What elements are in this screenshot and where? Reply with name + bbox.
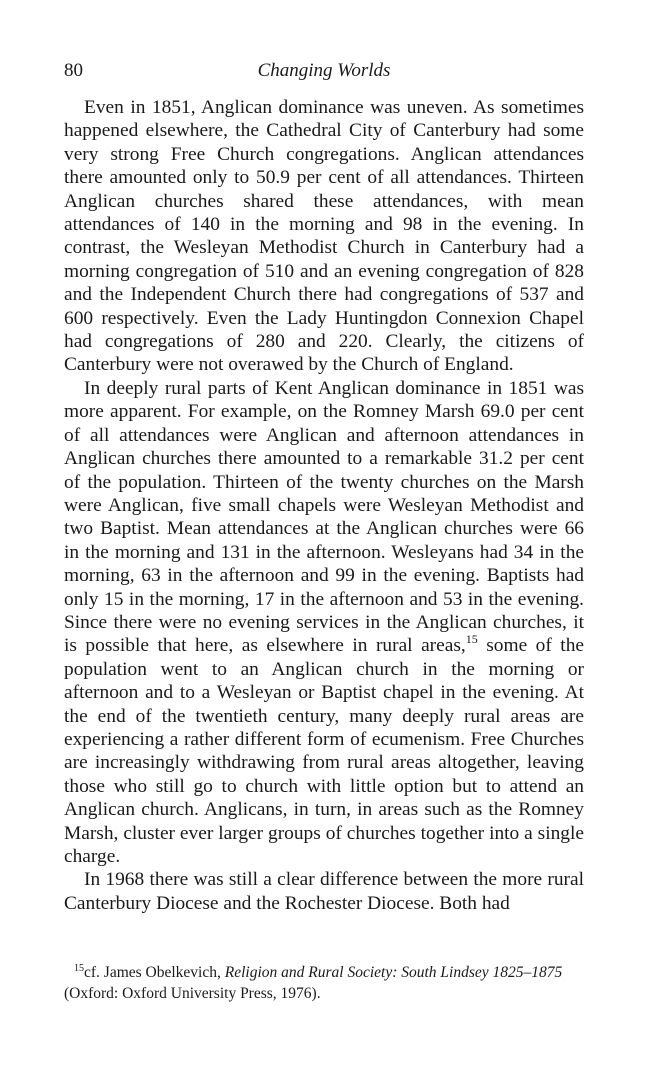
footnotes	[64, 962, 584, 1004]
paragraph-3: In 1968 there was still a clear difference between the more rural Canterbury Diocese and the Rochester Diocese. Both had	[64, 869, 584, 914]
footnote-book-title: Religion and Rural Society: South Lindsey 1825–1875	[224, 964, 563, 981]
paragraph-2-text-after-reference: some of the population went to an Anglican church in the morning or afternoon and to a Wesleyan or Baptist chapel in the evening. At the end of the twentieth century, many deeply rural areas are experiencing a rather different form of ecumenism. Free Churches are increasingly withdrawing from rural areas altogether, leaving those who still go to church with little option but to attend an Anglican church. Anglicans, in turn, in areas such as the Romney Marsh, cluster ever larger groups of churches together into a single charge.	[64, 635, 584, 867]
running-title: Changing Worlds	[257, 60, 391, 81]
page-number: 80	[64, 60, 83, 81]
footnote-15	[64, 962, 584, 1004]
paragraph-1: Even in 1851, Anglican dominance was uneven. As sometimes happened elsewhere, the Cathedral City of Canterbury had some very strong Free Church congregations. Anglican attendances there amounted only to 50.9 per cent of all attendances. Thirteen Anglican churches shared these attendances, with mean attendances of 140 in the morning and 98 in the evening. In contrast, the Wesleyan Methodist Church in Canterbury had a morning congregation of 510 and an evening congregation of 828 and the Independent Church there had congregations of 537 and 600 respectively. Even the Lady Huntingdon Connexion Chapel had congregations of 280 and 220. Clearly, the citizens of Canterbury were not overawed by the Church of England.	[64, 97, 584, 376]
page-header	[64, 60, 584, 90]
paragraph-2	[64, 377, 584, 869]
footnote-mark: 15	[74, 963, 84, 974]
body-text	[64, 96, 584, 915]
footnote-suffix: (Oxford: Oxford University Press, 1976).	[64, 985, 321, 1002]
paragraph-2-text-before-reference: In deeply rural parts of Kent Anglican dominance in 1851 was more apparent. For example, on the Romney Marsh 69.0 per cent of all attendances were Anglican and afternoon attendances in Anglican churches there amounted to a remarkable 31.2 per cent of the population. Thirteen of the twenty churches on the Marsh were Anglican, five small chapels were Wesleyan Methodist and two Baptist. Mean attendances at the Anglican churches were 66 in the morning and 131 in the afternoon. Wesleyans had 34 in the morning, 63 in the afternoon and 99 in the evening. Baptists had only 15 in the morning, 17 in the afternoon and 53 in the evening. Since there were no evening services in the Anglican churches, it is possible that here, as elsewhere in rural areas,	[64, 377, 584, 657]
footnote-prefix: cf. James Obelkevich,	[84, 964, 225, 981]
footnote-reference-15[interactable]: 15	[465, 632, 478, 647]
